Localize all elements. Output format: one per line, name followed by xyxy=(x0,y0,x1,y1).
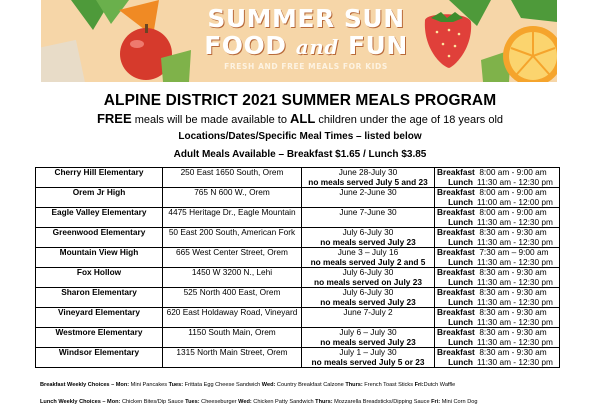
site-meal-times xyxy=(435,308,560,328)
all-word: ALL xyxy=(290,111,316,126)
banner-fun-word: FUN xyxy=(347,31,408,60)
site-dates: June 28-July 30 xyxy=(338,167,398,177)
fri-label: Fri: xyxy=(414,382,424,388)
locations-subtitle: Locations/Dates/Specific Meal Times – listed below xyxy=(178,131,422,142)
table-row xyxy=(36,188,560,208)
site-dates-cell xyxy=(302,248,435,268)
lunch-time-line xyxy=(437,258,557,268)
free-meals-text: meals will be made available to xyxy=(131,114,290,126)
site-closure-note: no meals served July 2 and 5 xyxy=(310,256,426,267)
lunch-weekly-choices xyxy=(40,399,600,405)
site-address: 250 East 1650 South, Orem xyxy=(163,168,302,188)
site-closure-note: no meals served July 23 xyxy=(320,336,416,347)
lunch-label: Lunch xyxy=(448,316,473,327)
lunch-label: Lunch xyxy=(448,296,473,307)
site-dates-cell xyxy=(302,348,435,368)
lunch-time-line xyxy=(437,278,557,288)
breakfast-time: 7:30 am – 9:00 am xyxy=(479,247,549,257)
table-row xyxy=(36,348,560,368)
lunch-time: 11:30 am - 12:30 pm xyxy=(477,356,553,367)
site-dates-cell xyxy=(302,188,435,208)
site-name: Cherry Hill Elementary xyxy=(36,168,163,188)
site-dates-cell xyxy=(302,328,435,348)
lunch-label: Lunch xyxy=(448,196,473,207)
lunch-time-line xyxy=(437,178,557,188)
site-address: 4475 Heritage Dr., Eagle Mountain xyxy=(163,208,302,228)
breakfast-label: Breakfast xyxy=(437,327,475,337)
breakfast-weekly-choices xyxy=(40,382,600,388)
table-row xyxy=(36,308,560,328)
site-closure-note: no meals served July 23 xyxy=(320,236,416,247)
lunch-time-line xyxy=(437,318,557,328)
tues-label: Tues: xyxy=(168,382,184,388)
site-address: 665 West Center Street, Orem xyxy=(163,248,302,268)
breakfast-label: Breakfast xyxy=(437,247,475,257)
lunch-weekly-label: Lunch Weekly Choices – Mon: xyxy=(40,399,121,405)
breakfast-tues: Frittata Egg Cheese Sandwich xyxy=(183,382,262,388)
lunch-label: Lunch xyxy=(448,256,473,267)
site-meal-times xyxy=(435,328,560,348)
thurs-label: Thurs: xyxy=(315,399,333,405)
breakfast-label: Breakfast xyxy=(437,167,475,177)
site-name: Fox Hollow xyxy=(36,268,163,288)
lunch-time: 11:30 am - 12:30 pm xyxy=(477,276,553,287)
lunch-time: 11:00 am - 12:00 pm xyxy=(477,196,553,207)
breakfast-label: Breakfast xyxy=(437,207,475,217)
breakfast-wed: Country Breakfast Calzone xyxy=(275,382,346,388)
breakfast-time: 8:30 am - 9:30 am xyxy=(479,327,547,337)
lunch-time: 11:30 am - 12:30 pm xyxy=(477,216,553,227)
site-meal-times xyxy=(435,288,560,308)
site-dates-cell xyxy=(302,288,435,308)
breakfast-time: 8:00 am - 9:00 am xyxy=(479,187,547,197)
site-name: Vineyard Elementary xyxy=(36,308,163,328)
adult-meal-prices: Adult Meals Available – Breakfast $1.65 / Lunch $3.85 xyxy=(173,149,427,160)
site-dates: July 6 – July 30 xyxy=(339,327,397,337)
site-dates: July 6-July 30 xyxy=(342,267,394,277)
site-meal-times xyxy=(435,268,560,288)
table-row xyxy=(36,228,560,248)
site-closure-note: no meals served July 5 or 23 xyxy=(311,356,425,367)
table-row xyxy=(36,208,560,228)
breakfast-label: Breakfast xyxy=(437,307,475,317)
lunch-wed: Chicken Patty Sandwich xyxy=(251,399,316,405)
site-dates-cell xyxy=(302,168,435,188)
site-meal-times xyxy=(435,248,560,268)
site-dates-cell xyxy=(302,268,435,288)
site-meal-times xyxy=(435,208,560,228)
breakfast-time: 8:00 am - 9:00 am xyxy=(479,207,547,217)
lunch-time-line xyxy=(437,238,557,248)
site-dates: July 6-July 30 xyxy=(342,287,394,297)
site-meal-times xyxy=(435,348,560,368)
site-name: Windsor Elementary xyxy=(36,348,163,368)
lunch-time-line xyxy=(437,338,557,348)
site-address: 50 East 200 South, American Fork xyxy=(163,228,302,248)
lunch-time-line xyxy=(437,198,557,208)
lunch-tues: Cheeseburger xyxy=(199,399,239,405)
lunch-time: 11:30 am - 12:30 pm xyxy=(477,256,553,267)
lunch-mon: Chicken Bites/Dip Sauce xyxy=(120,399,186,405)
lunch-time-line xyxy=(437,358,557,368)
banner-title-line1: SUMMER SUN xyxy=(207,4,405,33)
lunch-fri: Mini Corn Dog xyxy=(440,399,478,405)
banner-and-word: and xyxy=(295,35,339,59)
site-address: 620 East Holdaway Road, Vineyard xyxy=(163,308,302,328)
site-closure-note: no meals served July 5 and 23 xyxy=(308,176,428,187)
lunch-time-line xyxy=(437,218,557,228)
breakfast-time: 8:30 am - 9:30 am xyxy=(479,307,547,317)
lunch-time: 11:30 am - 12:30 pm xyxy=(477,336,553,347)
site-dates: June 7-July 2 xyxy=(343,307,393,317)
program-title: ALPINE DISTRICT 2021 SUMMER MEALS PROGRAM xyxy=(103,92,497,109)
site-dates: June 7-June 30 xyxy=(339,207,397,217)
breakfast-fri: Dutch Waffle xyxy=(423,382,456,388)
lunch-label: Lunch xyxy=(448,336,473,347)
wed-label: Wed: xyxy=(261,382,276,388)
site-name: Eagle Valley Elementary xyxy=(36,208,163,228)
site-dates: July 1 – July 30 xyxy=(339,347,397,357)
lunch-label: Lunch xyxy=(448,176,473,187)
site-name: Westmore Elementary xyxy=(36,328,163,348)
site-address: 1315 North Main Street, Orem xyxy=(163,348,302,368)
lunch-label: Lunch xyxy=(448,216,473,227)
lunch-time: 11:30 am - 12:30 pm xyxy=(477,176,553,187)
breakfast-weekly-label: Breakfast Weekly Choices – Mon: xyxy=(40,382,130,388)
site-meal-times xyxy=(435,188,560,208)
site-name: Orem Jr High xyxy=(36,188,163,208)
table-row xyxy=(36,328,560,348)
site-address: 1150 South Main, Orem xyxy=(163,328,302,348)
breakfast-label: Breakfast xyxy=(437,187,475,197)
banner-title-line2 xyxy=(191,31,421,60)
table-row xyxy=(36,168,560,188)
site-dates-cell xyxy=(302,228,435,248)
age-limit-text: children under the age of 18 years old xyxy=(315,114,504,126)
breakfast-time: 8:30 am - 9:30 am xyxy=(479,267,547,277)
breakfast-label: Breakfast xyxy=(437,227,475,237)
site-dates-cell xyxy=(302,208,435,228)
site-name: Greenwood Elementary xyxy=(36,228,163,248)
site-address: 525 North 400 East, Orem xyxy=(163,288,302,308)
table-row xyxy=(36,288,560,308)
lunch-time: 11:30 am - 12:30 pm xyxy=(477,316,553,327)
lunch-label: Lunch xyxy=(448,236,473,247)
site-meal-times xyxy=(435,228,560,248)
site-address: 1450 W 3200 N., Lehi xyxy=(163,268,302,288)
free-word: FREE xyxy=(96,111,132,126)
lunch-time: 11:30 am - 12:30 pm xyxy=(477,236,553,247)
banner-tagline: FRESH AND FREE MEALS FOR KIDS xyxy=(224,62,388,71)
lunch-thurs: Mozzarella Breadsticks/Dipping Sauce xyxy=(332,399,432,405)
site-name: Mountain View High xyxy=(36,248,163,268)
thurs-label: Thurs: xyxy=(345,382,363,388)
lunch-time: 11:30 am - 12:30 pm xyxy=(477,296,553,307)
table-row xyxy=(36,248,560,268)
breakfast-time: 8:30 am - 9:30 am xyxy=(479,347,547,357)
breakfast-time: 8:30 am - 9:30 am xyxy=(479,287,547,297)
site-closure-note: no meals served July 23 xyxy=(320,296,416,307)
table-row xyxy=(36,268,560,288)
meal-sites-table xyxy=(35,167,560,368)
breakfast-time: 8:30 am - 9:30 am xyxy=(479,227,547,237)
summer-meals-banner xyxy=(41,0,557,82)
site-address: 765 N 600 W., Orem xyxy=(163,188,302,208)
lunch-label: Lunch xyxy=(448,356,473,367)
breakfast-label: Breakfast xyxy=(437,347,475,357)
free-meals-statement xyxy=(0,111,600,126)
lunch-time-line xyxy=(437,298,557,308)
site-dates: June 2-June 30 xyxy=(339,187,397,197)
site-closure-note: no meals served on July 23 xyxy=(314,276,422,287)
meal-sites-table-body xyxy=(36,168,560,368)
breakfast-time: 8:00 am - 9:00 am xyxy=(479,167,547,177)
site-dates: June 3 – July 16 xyxy=(337,247,399,257)
breakfast-label: Breakfast xyxy=(437,287,475,297)
site-dates: July 6-July 30 xyxy=(342,227,394,237)
site-name: Sharon Elementary xyxy=(36,288,163,308)
breakfast-label: Breakfast xyxy=(437,267,475,277)
banner-food-word: FOOD xyxy=(204,31,287,60)
site-meal-times xyxy=(435,168,560,188)
wed-label: Wed: xyxy=(238,399,252,405)
lunch-label: Lunch xyxy=(448,276,473,287)
tues-label: Tues: xyxy=(185,399,200,405)
breakfast-mon: Mini Pancakes xyxy=(129,382,169,388)
breakfast-thurs: French Toast Sticks xyxy=(362,382,415,388)
fri-label: Fri: xyxy=(431,399,441,405)
site-dates-cell xyxy=(302,308,435,328)
